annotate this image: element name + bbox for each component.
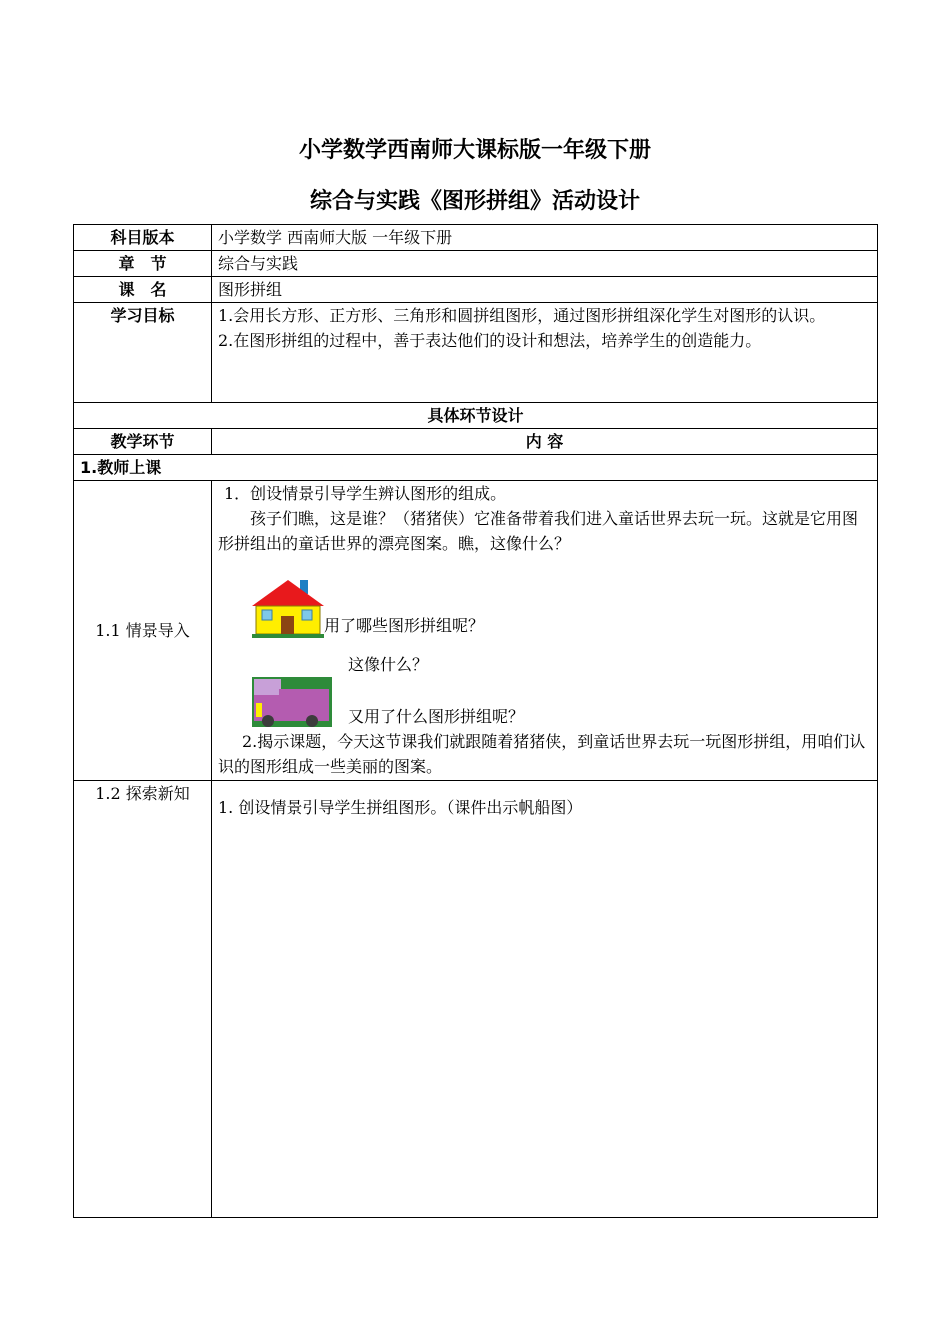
design-section-header: 具体环节设计 [74, 403, 878, 429]
document-title-line1: 小学数学西南师大课标版一年级下册 [298, 138, 651, 163]
label-subject-version: 科目版本 [74, 225, 212, 251]
document-title-line2: 综合与实践《图形拼组》活动设计 [309, 189, 640, 214]
house-question: 用了哪些图形拼组呢？ [324, 616, 485, 635]
value-lesson-name: 图形拼组 [212, 277, 878, 303]
stage-label-1-1: 1.1 情景导入 [74, 481, 212, 781]
section-teacher-class: 1.教师上课 [74, 455, 878, 481]
step-1-text: 1．创设情景引导学生辨认图形的组成。 [224, 484, 507, 503]
label-lesson-name: 课 名 [74, 277, 212, 303]
truck-question: 又用了什么图形拼组呢？ [348, 707, 525, 726]
label-chapter: 章 节 [74, 251, 212, 277]
learning-goals [212, 303, 878, 403]
goal-item-2: 2.在图形拼组的过程中，善于表达他们的设计和想法，培养学生的创造能力。 [218, 331, 762, 350]
column-header-content: 内 容 [212, 429, 878, 455]
house-picture-icon [252, 578, 324, 638]
step-2-text: 2.揭示课题，今天这节课我们就跟随着猪猪侠，到童话世界去玩一玩图形拼组，用咱们认识的图形组成一些美丽的图案。 [218, 732, 866, 776]
stage-label-1-2: 1.2 探索新知 [74, 781, 212, 1218]
lesson-plan-table [73, 224, 878, 1218]
value-subject-version: 小学数学 西南师大版 一年级下册 [212, 225, 878, 251]
stage-content-1-1 [212, 481, 878, 781]
goal-item-1: 1.会用长方形、正方形、三角形和圆拼组图形，通过图形拼组深化学生对图形的认识。 [218, 306, 826, 325]
stage-content-1-2 [212, 781, 878, 1218]
truck-picture-icon [252, 677, 332, 729]
column-header-stage: 教学环节 [74, 429, 212, 455]
label-learning-goals: 学习目标 [74, 303, 212, 403]
intro-paragraph: 孩子们瞧，这是谁？（猪猪侠）它准备带着我们进入童话世界去玩一玩。这就是它用图形拼组出的童话世界的漂亮图案。瞧，这像什么？ [218, 509, 859, 553]
explore-step-1: 1. 创设情景引导学生拼组图形。（课件出示帆船图） [218, 798, 583, 817]
value-chapter: 综合与实践 [212, 251, 878, 277]
like-what-question: 这像什么？ [348, 655, 429, 674]
